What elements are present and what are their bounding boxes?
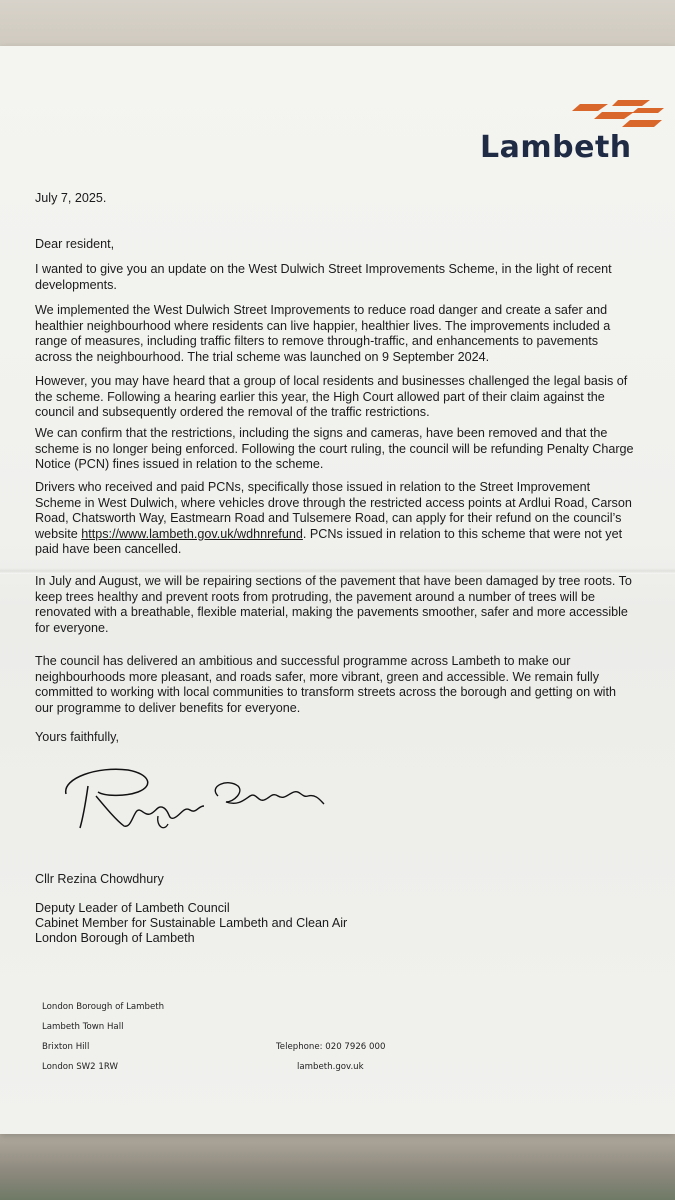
signatory-title-1: Deputy Leader of Lambeth Council [35,901,230,915]
salutation: Dear resident, [35,237,115,251]
footer-address-line: London SW2 1RW [42,1062,118,1072]
paragraph-2: We implemented the West Dulwich Street Improvements to reduce road danger and create a safer and healthier neighbourhood where residents can live happier, healthier lives. The improvements included a range of measures, including traffic filters to remove through-traffic, and enhancements to pavements across the neighbourhood. The trial scheme was launched on 9 September 2024. [35,303,611,364]
refund-link[interactable]: https://www.lambeth.gov.uk/wdhnrefund [81,526,303,541]
footer-contact [276,1037,385,1077]
lambeth-logo [480,100,640,170]
footer-website: lambeth.gov.uk [297,1062,364,1072]
signatory-title-3: London Borough of Lambeth [35,931,195,945]
paragraph-7: The council has delivered an ambitious and successful programme across Lambeth to make our neighbourhoods more pleasant, and roads safer, more vibrant, green and accessible. We remain fully committed to working with local communities to transform streets across the borough and getting on with our programme to deliver benefits for everyone. [35,654,616,715]
paragraph-5-text-a: Drivers who received and paid PCNs, specifically those issued in relation to the Street Improvement Scheme in West Dulwich, where vehicles drove through the restricted access points at Ardlui Road, Carson Road, Chatsworth Way, Eastmearn Road and Tulsemere Road, can apply for their refund on the council’s website [35,480,632,541]
signatory-title-2: Cabinet Member for Sustainable Lambeth and Clean Air [35,916,348,930]
footer-address-line: Lambeth Town Hall [42,1022,124,1032]
footer-address [42,997,164,1077]
letter-sheet [0,46,675,1134]
paragraph-3: However, you may have heard that a group of local residents and businesses challenged the legal basis of the scheme. Following a hearing earlier this year, the High Court allowed part of their claim against the council and subsequently ordered the removal of the traffic restrictions. [35,374,628,419]
footer-telephone: Telephone: 020 7926 000 [276,1042,386,1052]
paragraph-4: We can confirm that the restrictions, including the signs and cameras, have been removed and that the scheme is no longer being enforced. Following the court ruling, the council will be refunding Penalty Charge Notice (PCN) fines issued in relation to the scheme. [35,426,634,471]
signature-icon [58,756,338,836]
letter-date: July 7, 2025. [35,191,107,205]
paragraph-6: In July and August, we will be repairing sections of the pavement that have been damaged by tree roots. To keep trees healthy and prevent roots from protruding, the pavement around a number of trees will be renovated with a breathable, flexible material, making the pavements smoother, safer and more accessible for everyone. [35,574,632,635]
footer-address-line: Brixton Hill [42,1042,90,1052]
signatory-name: Cllr Rezina Chowdhury [35,872,164,886]
lambeth-wordmark: Lambeth [480,130,632,165]
footer-address-line: London Borough of Lambeth [42,1002,165,1012]
paragraph-1: I wanted to give you an update on the West Dulwich Street Improvements Scheme, in the light of recent developments. [35,262,612,292]
lambeth-logo-mark-icon [572,100,666,130]
closing: Yours faithfully, [35,730,120,744]
paragraph-5 [35,480,635,558]
paragraph-5-text-b: . PCNs issued in relation to this scheme that were not yet paid have been cancelled. [35,526,623,556]
table-surface-bottom [0,1125,675,1200]
